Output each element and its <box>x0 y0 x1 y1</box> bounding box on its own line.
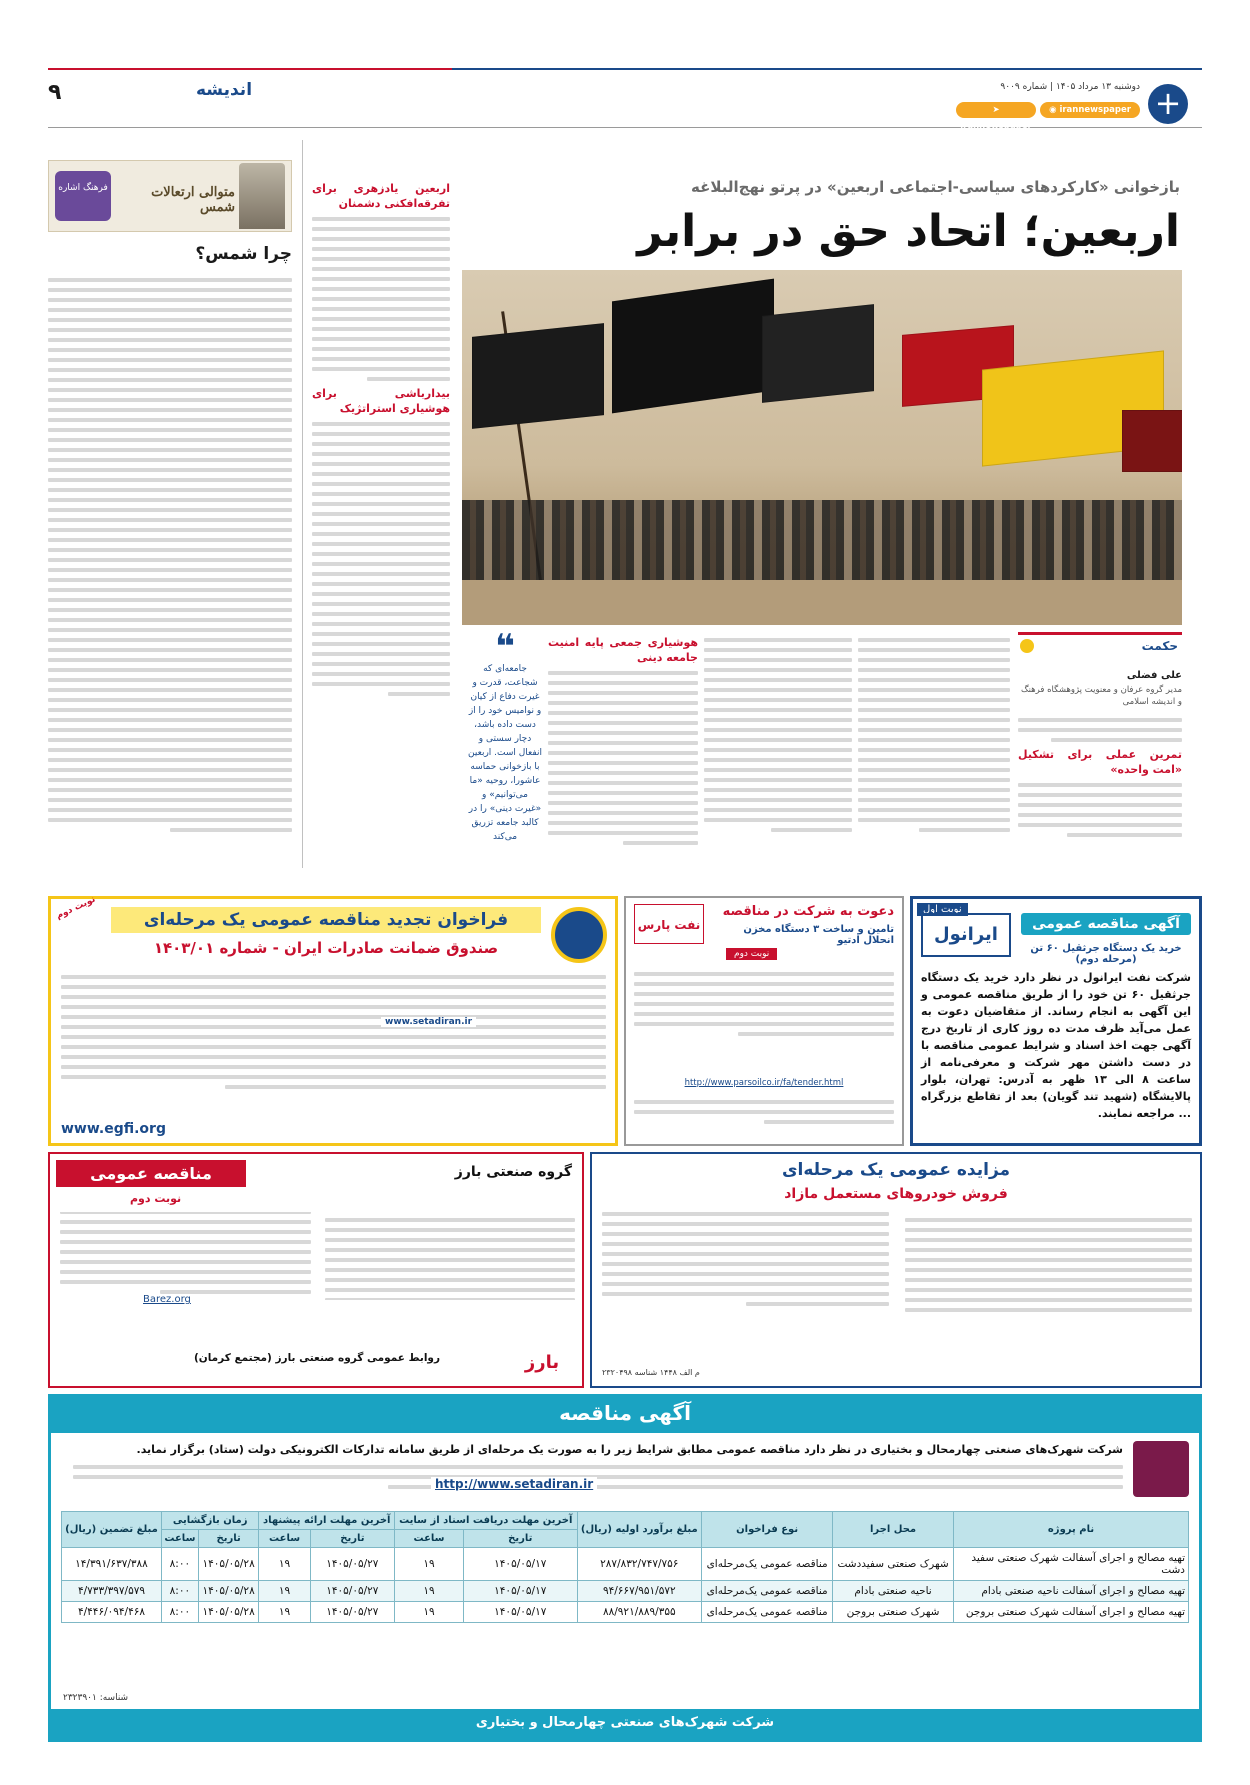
ad-egfi-website[interactable]: www.egfi.org <box>61 1121 166 1137</box>
ad-parsoil <box>624 896 904 1146</box>
sub-time-2: ساعت <box>259 1530 310 1548</box>
ad-chaharmahal-logo <box>1133 1441 1189 1497</box>
cell-project: تهیه مصالح و اجرای آسفالت شهرک صنعتی سفید دشت <box>954 1548 1189 1581</box>
cell-type: مناقصه عمومی یک‌مرحله‌ای <box>702 1548 833 1581</box>
cell-open-time: ۸:۰۰ <box>161 1602 198 1623</box>
table-row <box>62 1581 1189 1602</box>
ad-chaharmahal <box>48 1394 1202 1742</box>
cell-doc-date: ۱۴۰۵/۰۵/۱۷ <box>464 1548 577 1581</box>
article-headline: اربعین؛ اتحاد حق در برابر <box>637 206 1180 257</box>
telegram-icon: ➤ <box>992 105 1000 115</box>
author-title: مدیر گروه عرفان و معنویت پژوهشگاه فرهنگ و اندیشه اسلامی <box>1020 685 1182 707</box>
instagram-icon: ◉ <box>1049 105 1060 115</box>
subhead-2: هوشیاری جمعی پایه امنیت جامعه دینی <box>548 636 698 664</box>
sub-time-3: ساعت <box>161 1530 198 1548</box>
ad-egfi-body <box>61 969 606 1109</box>
cell-open-date: ۱۴۰۵/۰۵/۲۸ <box>198 1581 259 1602</box>
hekmat-label: حکمت <box>1141 639 1178 653</box>
article-col-1 <box>1018 712 1182 867</box>
sub-date-3: تاریخ <box>198 1530 259 1548</box>
ad-auction <box>590 1152 1202 1388</box>
top-rule <box>48 68 1202 70</box>
col-type: نوع فراخوان <box>702 1512 833 1548</box>
date-line: دوشنبه ۱۳ مرداد ۱۴۰۵ | شماره ۹۰۰۹ <box>1000 82 1140 92</box>
col-estimate: مبلغ برآورد اولیه (ریال) <box>577 1512 702 1548</box>
article-col-2 <box>858 632 1010 867</box>
cell-type: مناقصه عمومی یک‌مرحله‌ای <box>702 1581 833 1602</box>
cell-bid-date: ۱۴۰۵/۰۵/۲۷ <box>310 1581 394 1602</box>
subhead-1: تمرین عملی برای تشکیل «امت واحده» <box>1018 748 1182 776</box>
col-project: نام پروژه <box>954 1512 1189 1548</box>
sub-time-1: ساعت <box>395 1530 464 1548</box>
ad-barez-logo: بارز <box>524 1352 560 1373</box>
ad-barez-company: گروه صنعتی بارز <box>454 1164 572 1180</box>
hekmat-box <box>1018 632 1182 654</box>
col-bid-deadline: آخرین مهلت ارائه پیشنهاد <box>259 1512 395 1530</box>
cell-estimate: ۹۴/۶۶۷/۹۵۱/۵۷۲ <box>577 1581 702 1602</box>
ad-egfi-subtitle: صندوق ضمانت صادرات ایران - شماره ۱۴۰۳/۰۱ <box>153 939 499 957</box>
ad-chaharmahal-shenaseh: شناسه: ۲۳۲۳۹۰۱ <box>63 1693 129 1703</box>
cell-open-date: ۱۴۰۵/۰۵/۲۸ <box>198 1548 259 1581</box>
ad-parsoil-badge: نوبت دوم <box>726 948 777 960</box>
cell-doc-time: ۱۹ <box>395 1548 464 1581</box>
cell-location: شهرک صنعتی سفیددشت <box>833 1548 954 1581</box>
arbaeen-photo <box>462 270 1182 625</box>
ad-iranol-title: آگهی مناقصه عمومی <box>1021 913 1191 935</box>
ad-chaharmahal-title: آگهی مناقصه <box>559 1401 691 1425</box>
cell-guarantee: ۴/۴۴۶/۰۹۴/۴۶۸ <box>62 1602 162 1623</box>
ad-iranol-body: شرکت نفت ایرانول در نظر دارد خرید یک دستگاه جرثقیل ۶۰ تن خود را از طریق مناقصه عمومی و این آگهی به انجام رساند. از متقاضیان دعوت به عمل می‌آید ظرف مدت ده روز کاری از تاریخ درج آگهی جهت اخذ اسناد و شرایط عمومی مناقصه با در دست داشتن مهر شرکت و معرفی‌نامه از ساعت ۸ الی ۱۳ ظهر به آدرس: تهران، بلوار پالایشگاه (شهید تند گویان) بعد از تقاطع بزرگراه ... مراجعه نمایند. <box>921 971 1192 1120</box>
quote-text: جامعه‌ای که شجاعت، قدرت و غیرت دفاع از کیان و نوامیس خود را از دست داده باشد، دچار سستی و انفعال است. اربعین با بازخوانی حماسه عاشورا، روحیه «ما می‌توانیم» و «غیرت دینی» را در کالبد جامعه تزریق می‌کند <box>468 664 542 842</box>
table-row <box>62 1548 1189 1581</box>
article-kicker: بازخوانی «کارکردهای سیاسی-اجتماعی اربعین» در پرتو نهج‌البلاغه <box>691 178 1180 196</box>
quote-box <box>468 627 542 867</box>
ad-parsoil-body <box>634 966 894 1076</box>
ad-chaharmahal-body <box>73 1459 1123 1503</box>
table-row <box>62 1602 1189 1623</box>
cell-open-date: ۱۴۰۵/۰۵/۲۸ <box>198 1602 259 1623</box>
ad-barez-title: مناقصه عمومی <box>56 1160 246 1187</box>
ad-chaharmahal-link[interactable]: http://www.setadiran.ir <box>431 1477 597 1491</box>
road <box>462 580 1182 625</box>
social-badge-1[interactable] <box>1040 102 1140 118</box>
cell-bid-time: ۱۹ <box>259 1581 310 1602</box>
column-banner <box>48 160 292 232</box>
lightbulb-icon <box>1020 639 1034 653</box>
author-name: علی فضلی <box>1126 670 1182 681</box>
cell-bid-time: ۱۹ <box>259 1548 310 1581</box>
ad-iranol-logo: ایرانول <box>921 913 1011 957</box>
ad-egfi-setad-link[interactable]: www.setadiran.ir <box>381 1017 476 1027</box>
column-body <box>48 272 292 868</box>
cell-project: تهیه مصالح و اجرای آسفالت ناحیه صنعتی بادام <box>954 1581 1189 1602</box>
cell-location: ناحیه صنعتی بادام <box>833 1581 954 1602</box>
column-logo: فرهنگ اشاره <box>55 171 111 221</box>
ad-auction-body <box>602 1212 1192 1362</box>
ad-auction-subtitle: فروش خودروهای مستعمل مازاد <box>784 1186 1008 1202</box>
article-col-5 <box>312 178 450 868</box>
add-icon[interactable]: + <box>1148 84 1188 124</box>
ad-parsoil-subtitle: تامین و ساخت ۳ دستگاه مخزن انحلال ادتیو <box>743 924 894 946</box>
article-col-3 <box>704 632 852 867</box>
black-flag <box>472 323 604 429</box>
ad-chaharmahal-footer: شرکت شهرک‌های صنعتی چهارمحال و بختیاری <box>475 1715 775 1730</box>
col-guarantee: مبلغ تضمین (ریال) <box>62 1512 162 1548</box>
cell-doc-date: ۱۴۰۵/۰۵/۱۷ <box>464 1581 577 1602</box>
pilgrims-crowd <box>462 500 1182 580</box>
sub-date-1: تاریخ <box>464 1530 577 1548</box>
quote-icon: ❝ <box>495 627 515 667</box>
sub-date-2: تاریخ <box>310 1530 394 1548</box>
column-title: چرا شمس؟ <box>195 244 292 264</box>
ad-barez-footer: روابط عمومی گروه صنعتی بارز (مجتمع کرمان) <box>193 1352 440 1364</box>
cell-bid-date: ۱۴۰۵/۰۵/۲۷ <box>310 1548 394 1581</box>
ad-iranol-subtitle: خرید یک دستگاه جرثقیل ۶۰ تن (مرحله دوم) <box>1030 943 1182 965</box>
ad-iranol-badge: نوبت اول <box>917 903 968 916</box>
ad-chaharmahal-intro: شرکت شهرک‌های صنعتی چهارمحال و بختیاری در نظر دارد مناقصه عمومی مطابق شرایط زیر را به صورت یک مرحله‌ای از طریق سامانه تدارکات الکترونیکی دولت (ستاد) برگزار نماید. <box>136 1443 1123 1456</box>
ad-parsoil-title: دعوت به شرکت در مناقصه <box>722 904 894 919</box>
ad-parsoil-body-2 <box>634 1094 894 1140</box>
ad-barez-body <box>60 1212 575 1344</box>
social-label-1: irannewspaper <box>1059 105 1131 115</box>
ad-parsoil-logo: نفت پارس <box>634 904 704 944</box>
social-badge-2[interactable] <box>956 102 1036 131</box>
social-label-2: irannewspaper <box>960 121 1032 131</box>
ad-egfi-logo <box>551 907 607 963</box>
cell-guarantee: ۴/۷۳۳/۳۹۷/۵۷۹ <box>62 1581 162 1602</box>
black-flag-3 <box>762 304 874 403</box>
page-number: ۹ <box>48 80 62 105</box>
cell-location: شهرک صنعتی بروجن <box>833 1602 954 1623</box>
col-location: محل اجرا <box>833 1512 954 1548</box>
col-doc-deadline: آخرین مهلت دریافت اسناد از سایت <box>395 1512 578 1530</box>
section-title: اندیشه <box>196 80 253 100</box>
subhead-4: اربعین یادزهری برای تفرقه‌افکنی دشمنان <box>312 182 450 210</box>
ad-barez-link[interactable]: Barez.org <box>140 1294 194 1305</box>
cell-doc-time: ۱۹ <box>395 1602 464 1623</box>
col-opening: زمان بازگشایی <box>161 1512 258 1530</box>
cell-bid-date: ۱۴۰۵/۰۵/۲۷ <box>310 1602 394 1623</box>
cell-estimate: ۸۸/۹۲۱/۸۸۹/۳۵۵ <box>577 1602 702 1623</box>
ad-egfi-badge: نوبت دوم <box>54 894 98 922</box>
cell-project: تهیه مصالح و اجرای آسفالت شهرک صنعتی بروجن <box>954 1602 1189 1623</box>
cell-estimate: ۲۸۷/۸۳۲/۷۴۷/۷۵۶ <box>577 1548 702 1581</box>
ad-barez-badge: نوبت دوم <box>130 1192 182 1205</box>
cell-doc-time: ۱۹ <box>395 1581 464 1602</box>
column-vertical-rule <box>302 140 303 868</box>
ad-egfi <box>48 896 618 1146</box>
black-flag-2 <box>612 279 774 414</box>
cell-open-time: ۸:۰۰ <box>161 1548 198 1581</box>
dark-red-flag <box>1122 410 1182 472</box>
ad-auction-title: مزایده عمومی یک مرحله‌ای <box>781 1160 1011 1180</box>
ad-egfi-title: فراخوان تجدید مناقصه عمومی یک مرحله‌ای <box>111 907 541 933</box>
ad-parsoil-link[interactable]: http://www.parsoilco.ir/fa/tender.html <box>684 1078 844 1088</box>
subhead-3: بیدارباشی برای هوشیاری استراتژیک <box>312 387 450 415</box>
ad-barez <box>48 1152 584 1388</box>
cell-open-time: ۸:۰۰ <box>161 1581 198 1602</box>
ad-auction-footer: م الف ۱۴۴۸ شناسه ۲۳۲۰۴۹۸ <box>602 1368 700 1377</box>
portrait-image <box>239 163 285 229</box>
cell-type: مناقصه عمومی یک‌مرحله‌ای <box>702 1602 833 1623</box>
cell-doc-date: ۱۴۰۵/۰۵/۱۷ <box>464 1602 577 1623</box>
tender-table <box>61 1511 1189 1623</box>
article-col-4 <box>548 632 698 867</box>
cell-bid-time: ۱۹ <box>259 1602 310 1623</box>
column-series-title: متوالی ارتعالات شمس <box>151 185 235 215</box>
cell-guarantee: ۱۴/۳۹۱/۶۳۷/۳۸۸ <box>62 1548 162 1581</box>
ad-iranol <box>910 896 1202 1146</box>
